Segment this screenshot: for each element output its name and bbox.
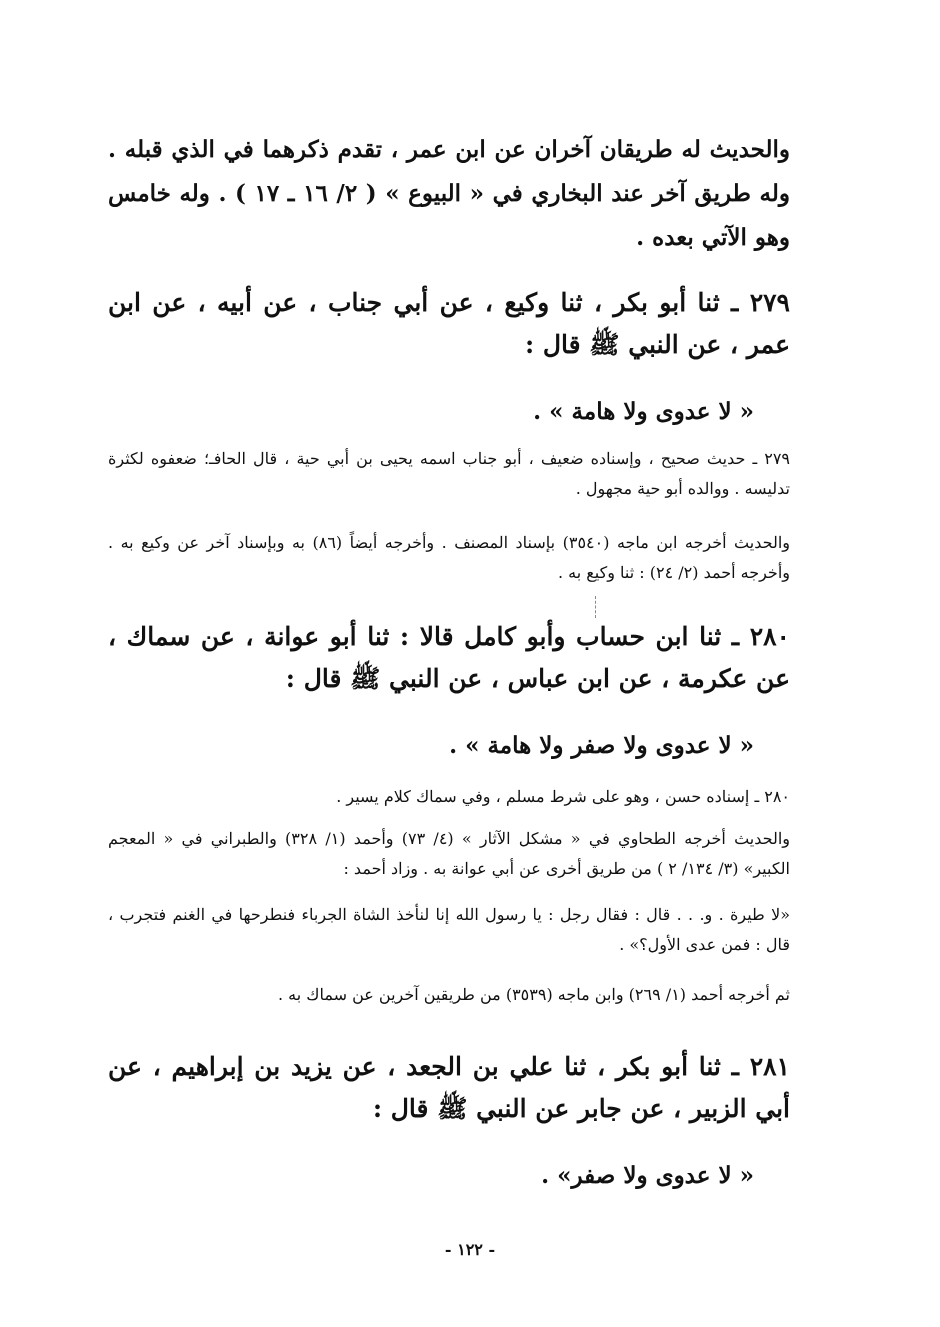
- hadith-281-isnad: ٢٨١ ـ ثنا أبو بكر ، ثنا علي بن الجعد ، عن يزيد بن إبراهيم ، عن أبي الزبير ، عن جابر عن النبي ﷺ قال :: [108, 1052, 790, 1123]
- hadith-279-note-1: ٢٧٩ ـ حديث صحيح ، وإسناده ضعيف ، أبو جناب اسمه يحيى بن أبي حية ، قال الحافـ؛ ضعفوه لكثرة تدليسه . ووالده أبو حية مجهول .: [108, 449, 790, 498]
- scan-mark: [595, 596, 597, 618]
- hadith-279-matn: « لا عدوى ولا هامة » .: [533, 398, 754, 425]
- hadith-280-matn: « لا عدوى ولا صفر ولا هامة » .: [449, 732, 754, 759]
- hadith-279-isnad: ٢٧٩ ـ ثنا أبو بكر ، ثنا وكيع ، عن أبي جناب ، عن أبيه ، عن ابن عمر ، عن النبي ﷺ قال :: [108, 288, 790, 359]
- intro-paragraph: والحديث له طريقان آخران عن ابن عمر ، تقدم ذكرهما في الذي قبله . وله طريق آخر عند البخاري في « البيوع » ( ٢/ ١٦ ـ ١٧ ) . وله خامس وهو الآتي بعده .: [108, 136, 790, 251]
- page-body: [108, 0, 790, 1327]
- page-number: - ١٢٢ -: [444, 1240, 496, 1259]
- hadith-280-note-1: ٢٨٠ ـ إسناده حسن ، وهو على شرط مسلم ، وفي سماك كلام يسير .: [336, 787, 790, 806]
- hadith-280-note-2: والحديث أخرجه الطحاوي في « مشكل الآثار » (٤/ ٧٣) وأحمد (١/ ٣٢٨) والطبراني في « المعجم الكبير» (٣/ ١٣٤/ ٢ ) من طريق أخرى عن أبي عوانة به . وزاد أحمد :: [108, 829, 790, 878]
- hadith-280-note-3: «لا طيرة . و. . . قال : فقال رجل : يا رسول الله إنا لنأخذ الشاة الجرباء فنطرحها في الغنم فتجرب ، قال : فمن عدى الأول؟» .: [108, 905, 790, 954]
- hadith-280-isnad: ٢٨٠ ـ ثنا ابن حساب وأبو كامل قالا : ثنا أبو عوانة ، عن سماك ، عن عكرمة ، عن ابن عباس ، عن النبي ﷺ قال :: [108, 622, 790, 693]
- hadith-281-matn: « لا عدوى ولا صفر» .: [541, 1162, 754, 1189]
- hadith-280-note-4: ثم أخرجه أحمد (١/ ٢٦٩) وابن ماجه (٣٥٣٩) من طريقين آخرين عن سماك به .: [278, 985, 790, 1004]
- hadith-279-note-2: والحديث أخرجه ابن ماجه (٣٥٤٠) بإسناد المصنف . وأخرجه أيضاً (٨٦) به وبإسناد آخر عن وكيع به . وأخرجه أحمد (٢/ ٢٤) : ثنا وكيع به .: [108, 533, 790, 582]
